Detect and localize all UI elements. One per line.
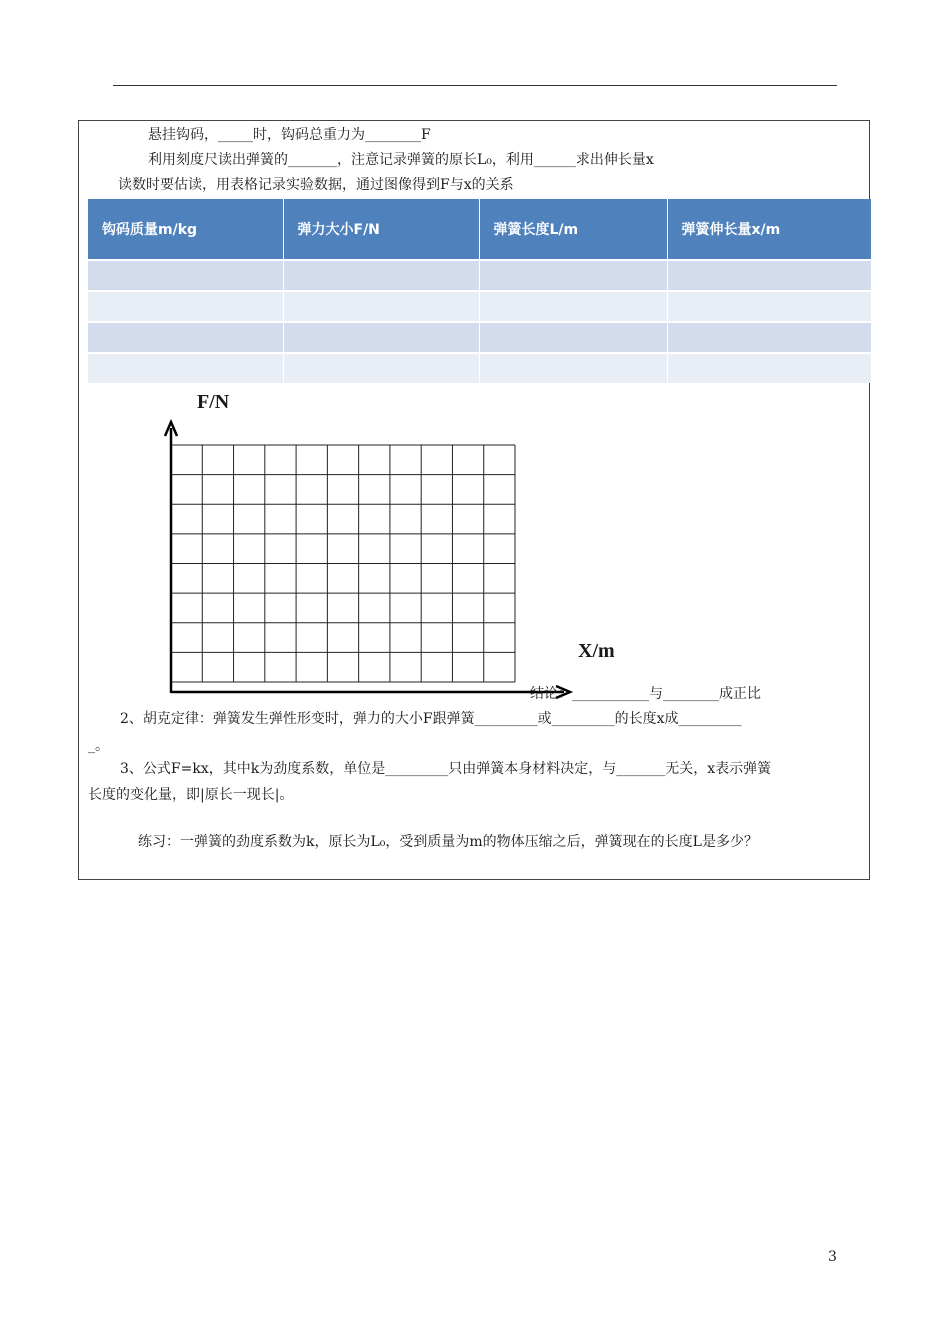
table-cell[interactable] — [667, 353, 871, 383]
page-number: 3 — [828, 1249, 837, 1265]
table-row — [88, 291, 871, 322]
table-cell[interactable] — [667, 260, 871, 291]
table-cell[interactable] — [667, 322, 871, 353]
table-cell[interactable] — [283, 291, 479, 322]
table-row — [88, 260, 871, 291]
table-cell[interactable] — [88, 353, 283, 383]
header-mass: 钩码质量m/kg — [88, 199, 283, 260]
table-cell[interactable] — [479, 260, 667, 291]
hooke-law-line-1: 2、胡克定律：弹簧发生弹性形变时，弹力的大小F跟弹簧_________或_________的长度x成_________ — [120, 711, 742, 727]
exercise-question: 练习：一弹簧的劲度系数为k，原长为L₀，受到质量为m的物体压缩之后，弹簧现在的长度L是多少？ — [138, 834, 758, 850]
header-force: 弹力大小F/N — [283, 199, 479, 260]
conclusion-line: 结论：___________与________成正比 — [530, 686, 761, 702]
x-axis-label: X/m — [578, 640, 615, 662]
table-cell[interactable] — [479, 322, 667, 353]
formula-line-1: 3、公式F=kx，其中k为劲度系数，单位是_________只由弹簧本身材料决定，与_______无关，x表示弹簧 — [120, 761, 772, 777]
grid-lines — [171, 445, 515, 682]
instruction-line-3: 读数时要估读，用表格记录实验数据，通过图像得到F与x的关系 — [118, 177, 514, 193]
instruction-line-2: 利用刻度尺读出弹簧的_______，注意记录弹簧的原长L₀，利用______求出伸长量x — [148, 152, 654, 168]
table-row — [88, 353, 871, 383]
instruction-line-1: 悬挂钩码，_____时，钩码总重力为________F — [148, 127, 431, 143]
table-cell[interactable] — [88, 260, 283, 291]
header-extension: 弹簧伸长量x/m — [667, 199, 871, 260]
table-cell[interactable] — [479, 353, 667, 383]
table-cell[interactable] — [88, 322, 283, 353]
table-cell[interactable] — [88, 291, 283, 322]
table-cell[interactable] — [283, 353, 479, 383]
table-cell[interactable] — [283, 260, 479, 291]
hooke-law-line-2: _。 — [88, 738, 109, 754]
header-length: 弹簧长度L/m — [479, 199, 667, 260]
table-header-row — [88, 199, 871, 260]
y-axis-label: F/N — [197, 391, 230, 413]
table-cell[interactable] — [479, 291, 667, 322]
formula-line-2: 长度的变化量，即|原长一现长|。 — [88, 787, 294, 803]
header-rule — [113, 85, 837, 86]
graph-paper — [150, 410, 580, 705]
table-cell[interactable] — [667, 291, 871, 322]
table-row — [88, 322, 871, 353]
table-cell[interactable] — [283, 322, 479, 353]
data-table — [88, 199, 872, 383]
